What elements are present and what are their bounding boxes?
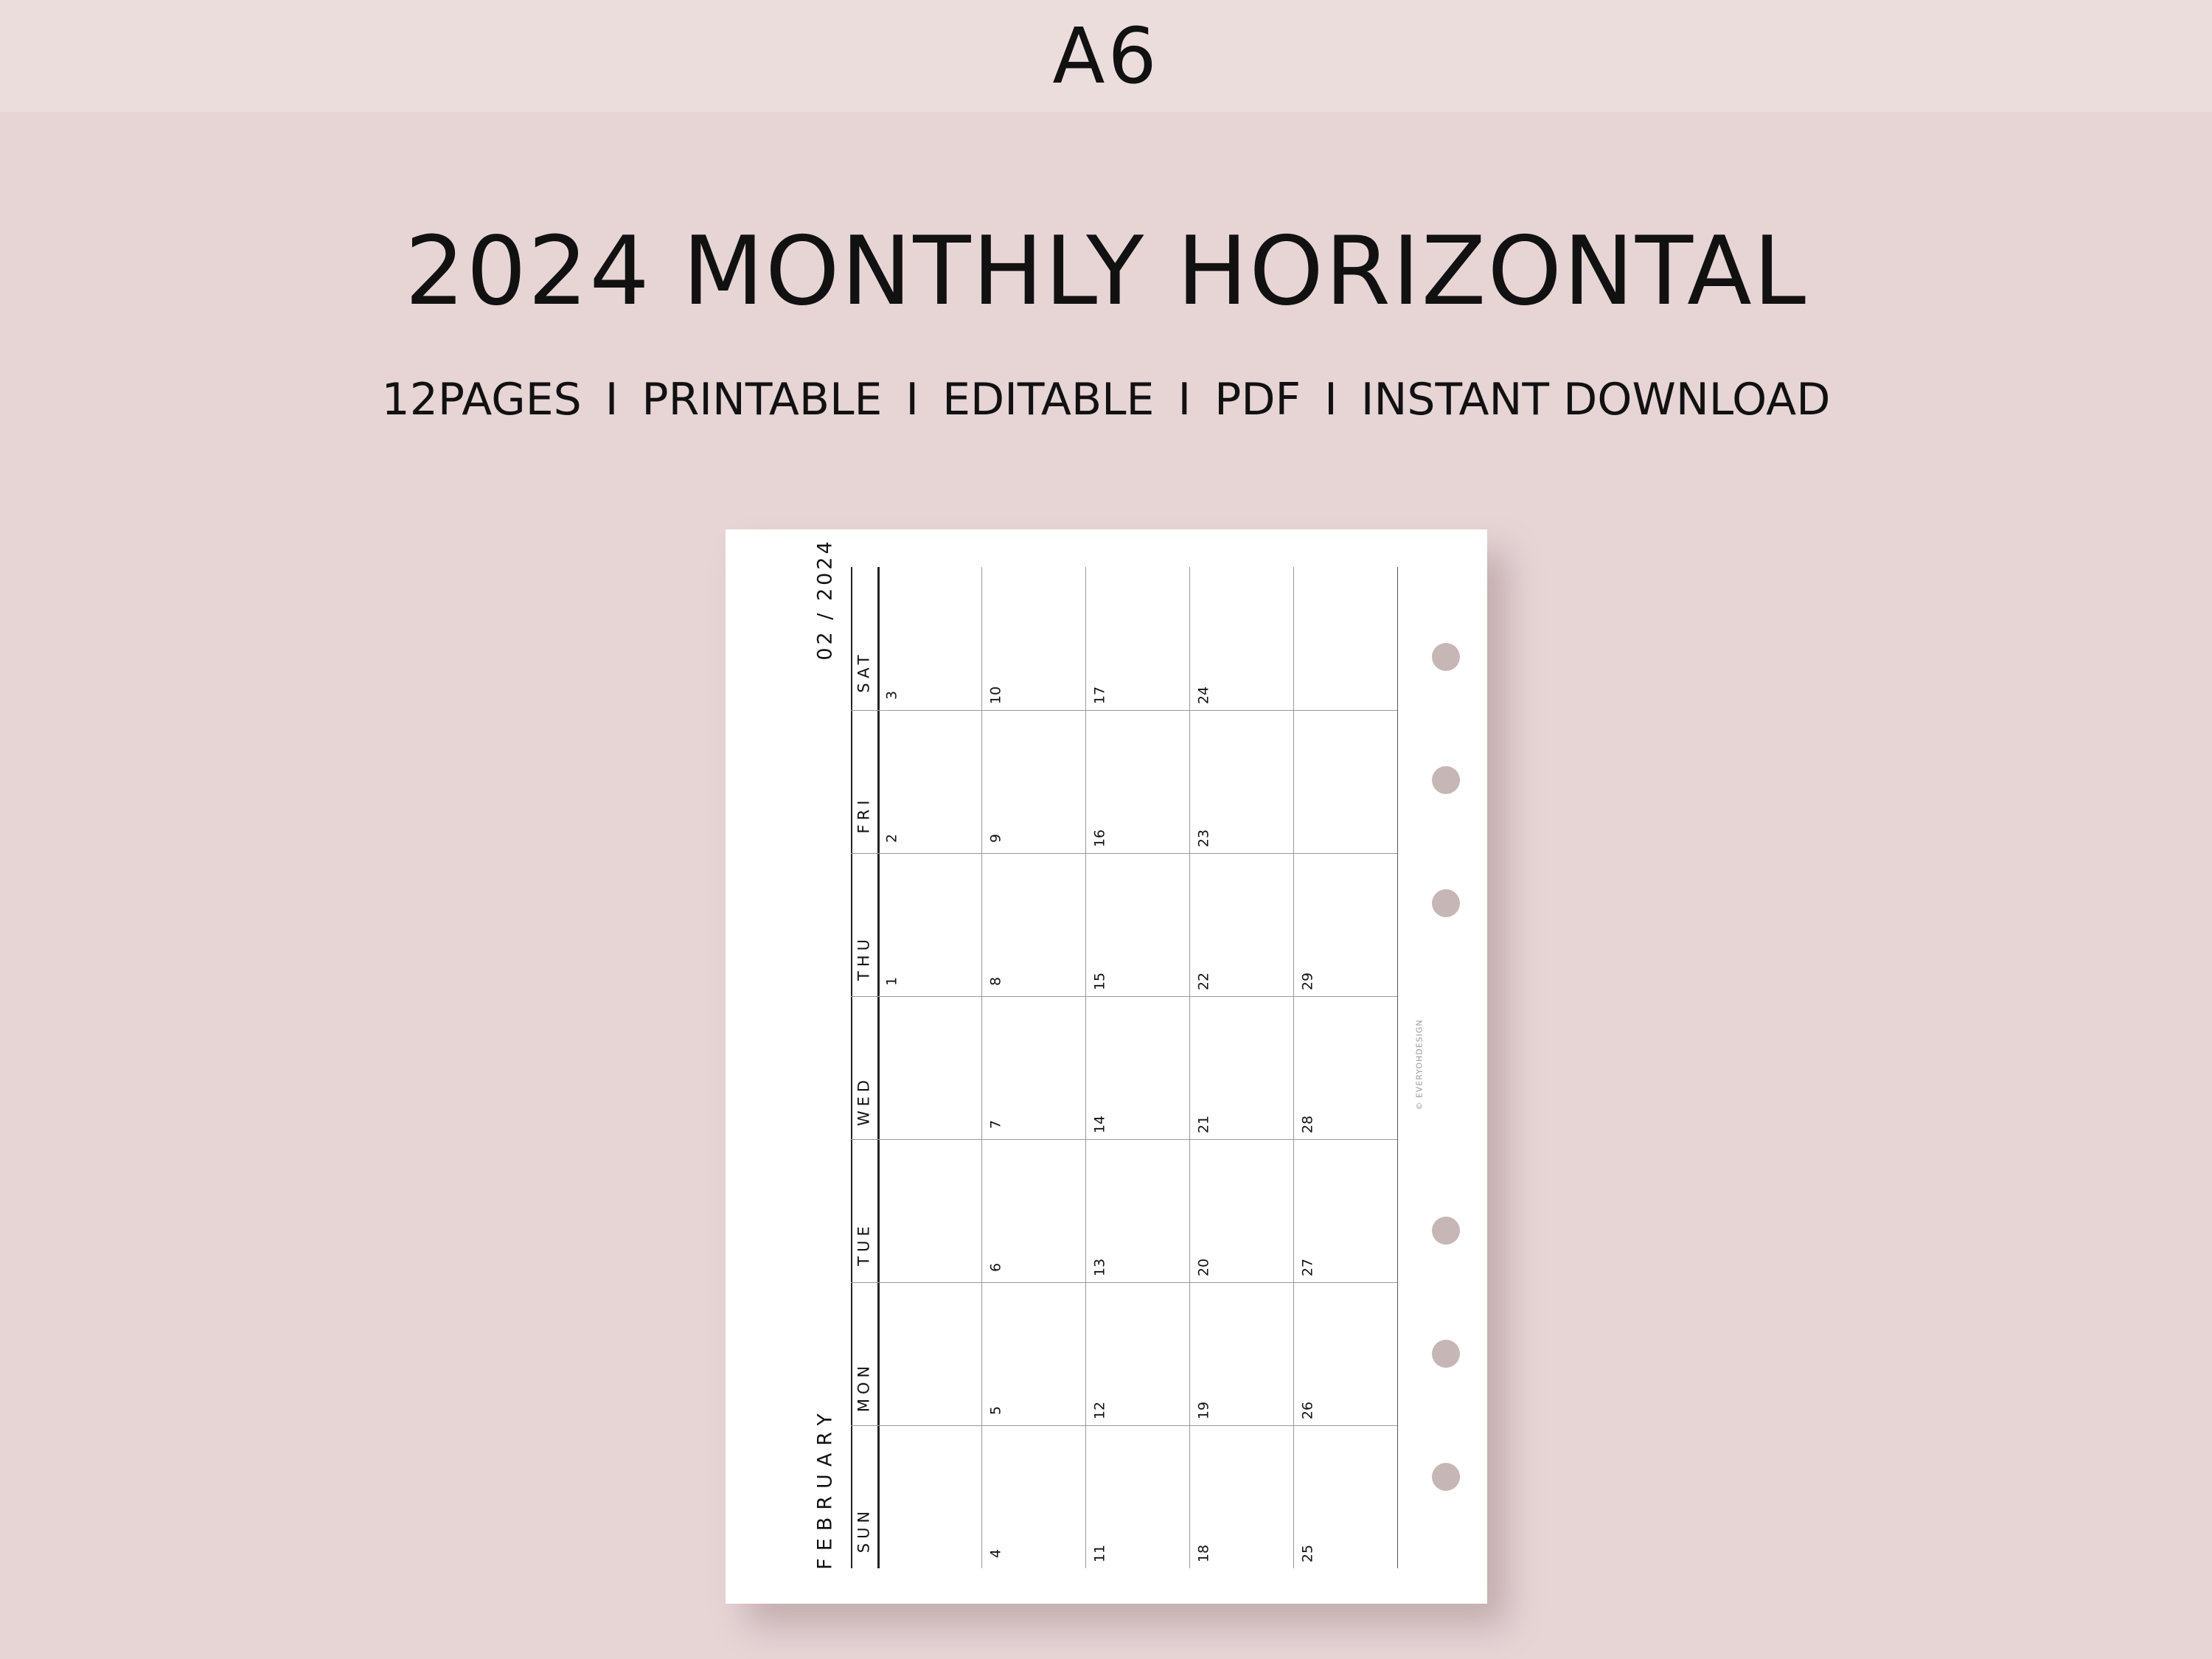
month-year-label: 02 / 2024	[813, 538, 837, 661]
ring-hole	[1432, 766, 1460, 794]
day-number: 7	[987, 1119, 1004, 1130]
day-number: 22	[1195, 972, 1212, 991]
day-number: 20	[1195, 1258, 1212, 1277]
day-number: 25	[1299, 1544, 1316, 1563]
day-number: 10	[987, 686, 1004, 705]
week-divider	[981, 567, 982, 1568]
planner-page-preview	[726, 529, 1487, 1604]
feature-item: PRINTABLE	[641, 374, 883, 425]
day-divider	[851, 710, 1397, 711]
day-name-mon: MON	[855, 1361, 873, 1413]
day-divider	[851, 1282, 1397, 1283]
week-divider	[1085, 567, 1086, 1568]
day-number: 1	[883, 976, 900, 987]
day-number: 2	[883, 833, 900, 844]
day-number: 24	[1195, 686, 1212, 705]
feature-separator: I	[605, 374, 619, 425]
header-rule	[851, 567, 852, 1568]
day-number: 6	[987, 1262, 1004, 1273]
day-divider	[851, 1139, 1397, 1140]
day-number: 5	[987, 1405, 1004, 1416]
day-number: 27	[1299, 1258, 1316, 1277]
product-title: 2024 MONTHLY HORIZONTAL	[405, 217, 1807, 327]
feature-list	[0, 374, 2212, 425]
day-name-thu: THU	[855, 935, 873, 981]
week-divider	[1189, 567, 1190, 1568]
week-divider	[1397, 567, 1398, 1568]
day-number: 17	[1091, 686, 1108, 705]
day-number: 18	[1195, 1544, 1212, 1563]
paper-size-label: A6	[1052, 11, 1160, 101]
day-divider	[851, 996, 1397, 997]
day-number: 21	[1195, 1115, 1212, 1134]
day-name-sun: SUN	[855, 1506, 873, 1554]
day-number: 28	[1299, 1115, 1316, 1134]
top-banner	[0, 0, 2212, 112]
ring-hole	[1432, 889, 1460, 917]
day-name-sat: SAT	[855, 650, 873, 693]
feature-separator: I	[905, 374, 919, 425]
day-number: 8	[987, 976, 1004, 987]
day-number: 11	[1091, 1544, 1108, 1563]
day-number: 4	[987, 1548, 1004, 1559]
ring-hole	[1432, 1340, 1460, 1368]
feature-separator: I	[1324, 374, 1338, 425]
ring-hole	[1432, 1217, 1460, 1245]
day-number: 19	[1195, 1401, 1212, 1420]
day-number: 23	[1195, 829, 1212, 848]
day-number: 26	[1299, 1401, 1316, 1420]
day-number: 9	[987, 833, 1004, 844]
day-number: 15	[1091, 972, 1108, 991]
ring-hole	[1432, 1463, 1460, 1491]
feature-separator: I	[1178, 374, 1192, 425]
day-divider	[851, 1425, 1397, 1426]
day-number: 29	[1299, 972, 1316, 991]
feature-item: INSTANT DOWNLOAD	[1360, 374, 1831, 425]
feature-item: EDITABLE	[942, 374, 1155, 425]
day-name-wed: WED	[855, 1075, 873, 1127]
feature-item: 12PAGES	[381, 374, 582, 425]
month-name: FEBRUARY	[813, 1406, 837, 1570]
day-number: 13	[1091, 1258, 1108, 1277]
day-number: 14	[1091, 1115, 1108, 1134]
day-divider	[851, 853, 1397, 854]
copyright-text: © EVERYOHDESIGN	[1414, 1019, 1425, 1110]
week-divider	[1293, 567, 1294, 1568]
feature-item: PDF	[1214, 374, 1301, 425]
day-name-tue: TUE	[855, 1222, 873, 1266]
day-number: 12	[1091, 1401, 1108, 1420]
header-rule	[877, 567, 880, 1568]
day-number: 16	[1091, 829, 1108, 848]
ring-hole	[1432, 643, 1460, 671]
day-name-fri: FRI	[855, 796, 873, 834]
day-number: 3	[883, 690, 900, 700]
